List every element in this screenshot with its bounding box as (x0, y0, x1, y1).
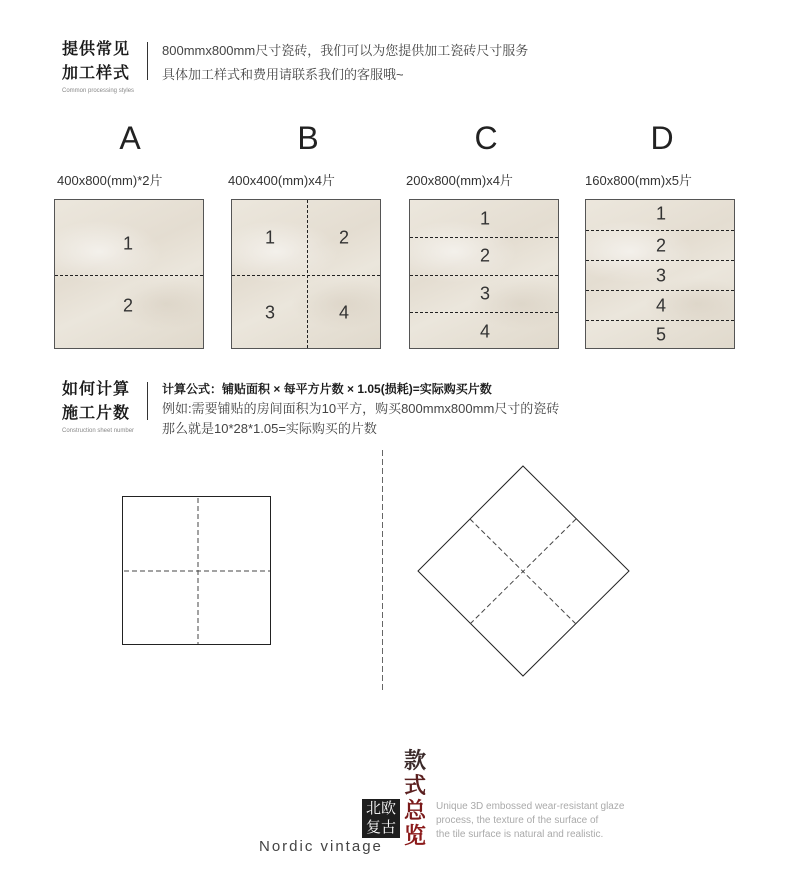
cut-line (55, 275, 203, 276)
option-b-letter: B (297, 120, 319, 156)
footer-red-char: 总 (403, 798, 426, 823)
option-c-dims: 200x800(mm)x4片 (406, 173, 513, 188)
cut-line (586, 230, 734, 231)
piece-number: 4 (338, 302, 350, 323)
option-d-dims: 160x800(mm)x5片 (585, 173, 692, 188)
section1-text-line2: 具体加工样式和费用请联系我们的客服哦~ (162, 67, 404, 82)
piece-number: 4 (479, 321, 491, 342)
piece-number: 1 (122, 233, 134, 254)
cut-line (586, 260, 734, 261)
piece-number: 1 (264, 227, 276, 248)
footer-red-char: 款 (403, 748, 426, 773)
cut-line (307, 200, 308, 348)
piece-number: 3 (655, 265, 667, 286)
cut-line (586, 290, 734, 291)
example-line1: 例如:需要铺贴的房间面积为10平方，购买800mmx800mm尺寸的瓷砖 (162, 401, 560, 416)
option-c-tile (409, 199, 559, 349)
cut-line (410, 312, 558, 313)
cut-line (232, 275, 380, 276)
footer-label-line2: 复古 (362, 818, 400, 838)
section2-title-line2: 施工片数 (62, 405, 131, 422)
footer-nordic-vintage: Nordic vintage (259, 838, 383, 855)
section1-subtitle: Common processing styles (62, 88, 135, 94)
option-d-tile (585, 199, 735, 349)
cut-line (410, 275, 558, 276)
footer-red-char: 览 (403, 823, 426, 848)
section1-text-line1: 800mmx800mm尺寸瓷砖，我们可以为您提供加工瓷砖尺寸服务 (162, 43, 529, 58)
footer-desc-line1: Unique 3D embossed wear-resistant glaze (436, 801, 625, 812)
footer-label-line1: 北欧 (362, 799, 400, 819)
piece-number: 3 (479, 283, 491, 304)
option-d-letter: D (650, 120, 674, 156)
section1-title-line1: 提供常见 (62, 41, 131, 58)
footer-red-char: 式 (403, 773, 426, 798)
option-b-dims: 400x400(mm)x4片 (228, 173, 335, 188)
option-a-tile (54, 199, 204, 349)
footer-desc-line3: the tile surface is natural and realistic. (436, 829, 604, 840)
section2-subtitle: Construction sheet number (62, 428, 135, 434)
straight-layout-diagram (123, 497, 271, 645)
section2-divider (147, 382, 148, 420)
piece-number: 2 (338, 227, 350, 248)
layout-diagrams (0, 440, 790, 710)
piece-number: 1 (655, 203, 667, 224)
section1-divider (147, 42, 148, 80)
piece-number: 2 (655, 235, 667, 256)
example-line2: 那么就是10*28*1.05=实际购买的片数 (162, 421, 377, 436)
section1-title-line2: 加工样式 (62, 65, 131, 82)
cut-line (410, 237, 558, 238)
formula-text: 计算公式：铺贴面积 × 每平方片数 × 1.05(损耗)=实际购买片数 (162, 382, 492, 396)
option-c-letter: C (474, 120, 498, 156)
piece-number: 3 (264, 302, 276, 323)
piece-number: 5 (655, 324, 667, 345)
footer-desc-line2: process, the texture of the surface of (436, 815, 599, 826)
piece-number: 1 (479, 208, 491, 229)
section2-title-line1: 如何计算 (62, 381, 131, 398)
piece-number: 2 (122, 295, 134, 316)
piece-number: 2 (479, 245, 491, 266)
diagonal-layout-diagram (418, 466, 629, 676)
piece-number: 4 (655, 295, 667, 316)
option-a-letter: A (119, 120, 141, 156)
cut-line (586, 320, 734, 321)
option-b-tile (231, 199, 381, 349)
option-a-dims: 400x800(mm)*2片 (57, 173, 163, 188)
